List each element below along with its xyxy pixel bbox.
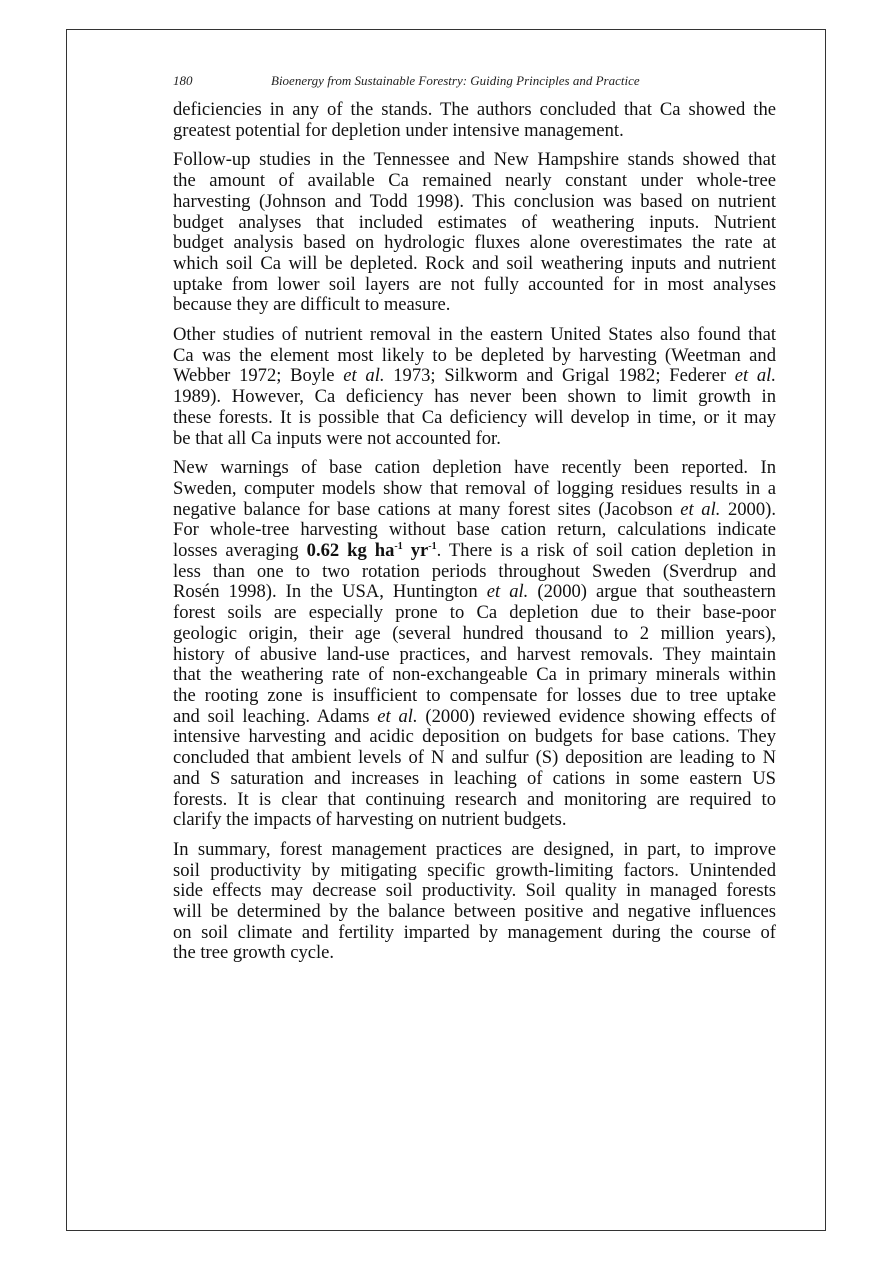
text-line: side effects may decrease soil productivity. Soil quality in managed forests bbox=[173, 880, 776, 902]
paragraph-3 bbox=[173, 325, 776, 449]
text-line: intensive harvesting and acidic deposition on budgets for base cations. They bbox=[173, 726, 776, 748]
text-line: Webber 1972; Boyle et al. 1973; Silkworm and Grigal 1982; Federer et al. bbox=[173, 365, 776, 387]
text-line: less than one to two rotation periods throughout Sweden (Sverdrup and bbox=[173, 560, 776, 582]
paragraph-4 bbox=[173, 458, 776, 831]
text-line: Sweden, computer models show that removal of logging residues results in a bbox=[173, 477, 776, 499]
text-line: budget analysis based on hydrologic fluxes alone overestimates the rate at bbox=[173, 232, 776, 254]
paragraph-1 bbox=[173, 100, 776, 141]
text-line: clarify the impacts of harvesting on nutrient budgets. bbox=[173, 809, 567, 831]
text-line: negative balance for base cations at many forest sites (Jacobson et al. 2000). bbox=[173, 498, 776, 520]
text-line: forests. It is clear that continuing research and monitoring are required to bbox=[173, 788, 776, 810]
paragraph-5 bbox=[173, 840, 776, 964]
text-line: harvesting (Johnson and Todd 1998). This conclusion was based on nutrient bbox=[173, 190, 776, 212]
text-line: will be determined by the balance between positive and negative influences bbox=[173, 901, 776, 923]
text-line: losses averaging 0.62 kg $ha^{-1}$ $yr^{-1}$. There is a risk of soil cation depletion in bbox=[173, 540, 776, 562]
text-line: uptake from lower soil layers are not fully accounted for in most analyses bbox=[173, 273, 776, 295]
text-line: budget analyses that included estimates of weathering inputs. Nutrient bbox=[173, 211, 776, 233]
running-title: Bioenergy from Sustainable Forestry: Guiding Principles and Practice bbox=[271, 73, 640, 88]
text-line: Follow-up studies in the Tennessee and New Hampshire stands showed that bbox=[173, 149, 776, 171]
text-line: be that all Ca inputs were not accounted for. bbox=[173, 427, 501, 449]
paragraph-2 bbox=[173, 150, 776, 316]
text-line: greatest potential for depletion under intensive management. bbox=[173, 119, 624, 141]
text-line: these forests. It is possible that Ca deficiency will develop in time, or it may bbox=[173, 406, 776, 428]
text-line: soil productivity by mitigating specific growth-limiting factors. Unintended bbox=[173, 859, 776, 881]
text-line: the amount of available Ca remained nearly constant under whole-tree bbox=[173, 170, 776, 192]
text-line: history of abusive land-use practices, and harvest removals. They maintain bbox=[173, 643, 776, 665]
text-line: For whole-tree harvesting without base cation return, calculations indicate bbox=[173, 519, 776, 541]
text-line: the tree growth cycle. bbox=[173, 942, 335, 964]
text-line: geologic origin, their age (several hundred thousand to 2 million years), bbox=[173, 622, 776, 644]
text-line: and S saturation and increases in leaching of cations in some eastern US bbox=[173, 767, 776, 789]
text-line: 1989). However, Ca deficiency has never been shown to limit growth in bbox=[173, 386, 776, 408]
text-line: New warnings of base cation depletion have recently been reported. In bbox=[173, 457, 776, 479]
page-number: 180 bbox=[173, 73, 193, 88]
text-line: which soil Ca will be depleted. Rock and soil weathering inputs and nutrient bbox=[173, 252, 776, 274]
text-line: because they are difficult to measure. bbox=[173, 294, 451, 316]
text-line: concluded that ambient levels of N and sulfur (S) deposition are leading to N bbox=[173, 747, 776, 769]
text-line: Rosén 1998). In the USA, Huntington et al. (2000) argue that southeastern bbox=[173, 581, 776, 603]
text-line: Other studies of nutrient removal in the eastern United States also found that bbox=[173, 324, 776, 346]
text-line: that the weathering rate of non-exchangeable Ca in primary minerals within bbox=[173, 664, 776, 686]
text-line: on soil climate and fertility imparted by management during the course of bbox=[173, 921, 776, 943]
text-line: forest soils are especially prone to Ca depletion due to their base-poor bbox=[173, 602, 776, 624]
text-line: Ca was the element most likely to be depleted by harvesting (Weetman and bbox=[173, 344, 776, 366]
text-line: and soil leaching. Adams et al. (2000) reviewed evidence showing effects of bbox=[173, 705, 776, 727]
body-text bbox=[173, 100, 776, 973]
running-header bbox=[173, 73, 773, 89]
text-line: In summary, forest management practices are designed, in part, to improve bbox=[173, 838, 776, 860]
text-line: the rooting zone is insufficient to compensate for losses due to tree uptake bbox=[173, 684, 776, 706]
text-line: deficiencies in any of the stands. The authors concluded that Ca showed the bbox=[173, 99, 776, 120]
